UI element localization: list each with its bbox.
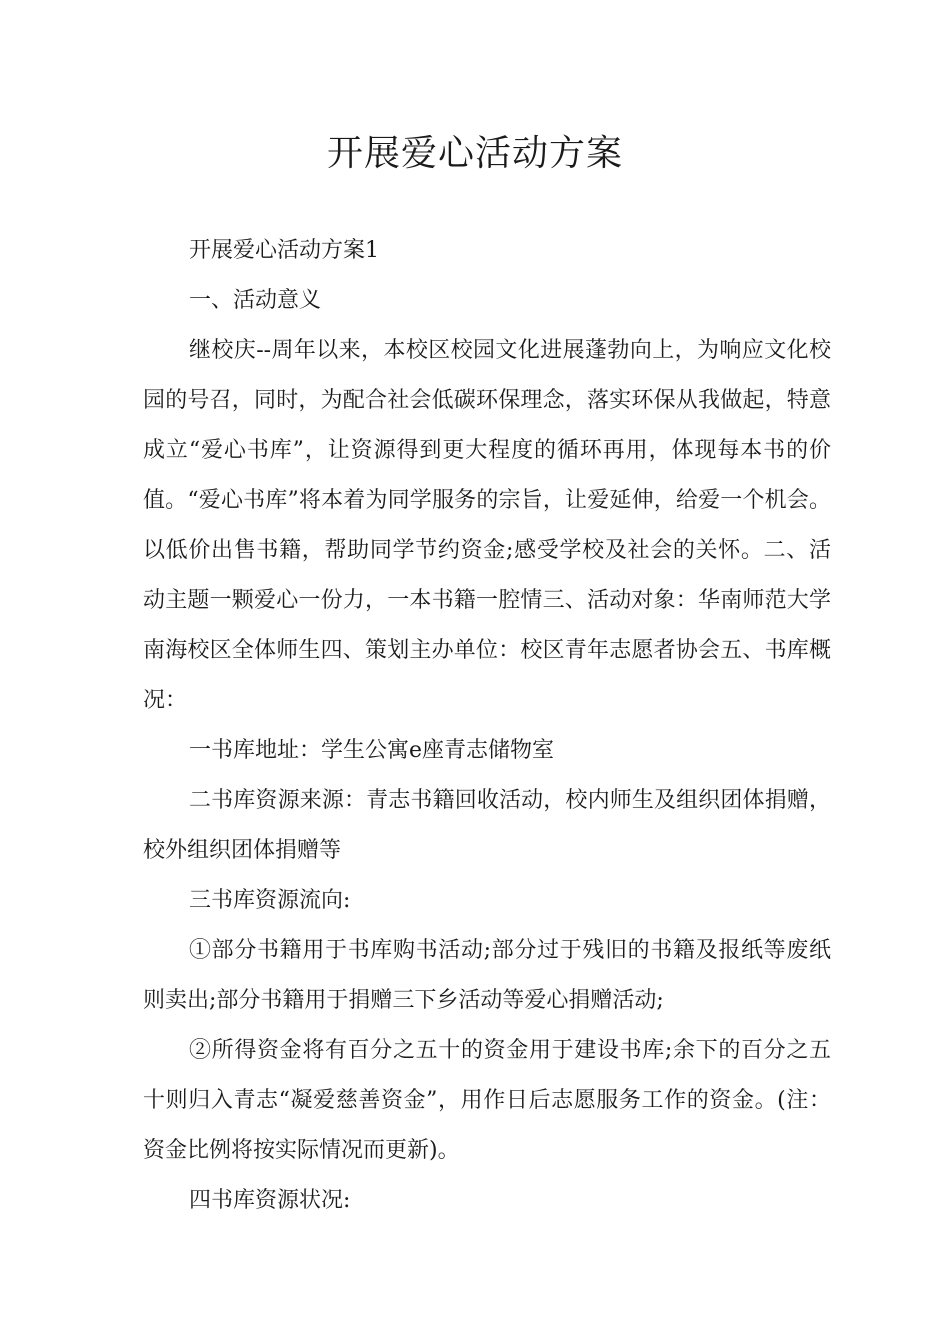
document-title: 开展爱心活动方案 (326, 133, 623, 174)
section-heading-plan-1: 开展爱心活动方案1 (189, 238, 379, 263)
paragraph-significance: 继校庆--周年以来，本校区校园文化进展蓬勃向上，为响应文化校园的号召，同时，为配合社会低碳环保理念，落实环保从我做起，特意成立“爱心书库”，让资源得到更大程度的循环再用，体现每本书的价值。“爱心书库”将本着为同学服务的宗旨，让爱延伸，给爱一个机会。以低价出售书籍，帮助同学节约资金;感受学校及社会的关怀。二、活动主题一颗爱心一份力，一本书籍一腔情三、活动对象：华南师范大学南海校区全体师生四、策划主办单位：校区青年志愿者协会五、书库概况： (143, 338, 831, 713)
paragraph-resource-flow-heading: 三书库资源流向: (189, 888, 351, 913)
paragraph-resource-source: 二书库资源来源：青志书籍回收活动，校内师生及组织团体捐赠，校外组织团体捐赠等 (143, 788, 831, 863)
section-heading-significance: 一、活动意义 (189, 288, 322, 313)
paragraph-resource-flow-2: ②所得资金将有百分之五十的资金用于建设书库;余下的百分之五十则归入青志“凝爱慈善资金”，用作日后志愿服务工作的资金。(注：资金比例将按实际情况而更新)。 (143, 1038, 831, 1163)
paragraph-library-address: 一书库地址：学生公寓e座青志储物室 (189, 738, 555, 763)
paragraph-resource-status-heading: 四书库资源状况: (189, 1188, 351, 1213)
paragraph-resource-flow-1: ①部分书籍用于书库购书活动;部分过于残旧的书籍及报纸等废纸则卖出;部分书籍用于捐赠三下乡活动等爱心捐赠活动; (143, 938, 831, 1013)
document-body (143, 226, 831, 1226)
